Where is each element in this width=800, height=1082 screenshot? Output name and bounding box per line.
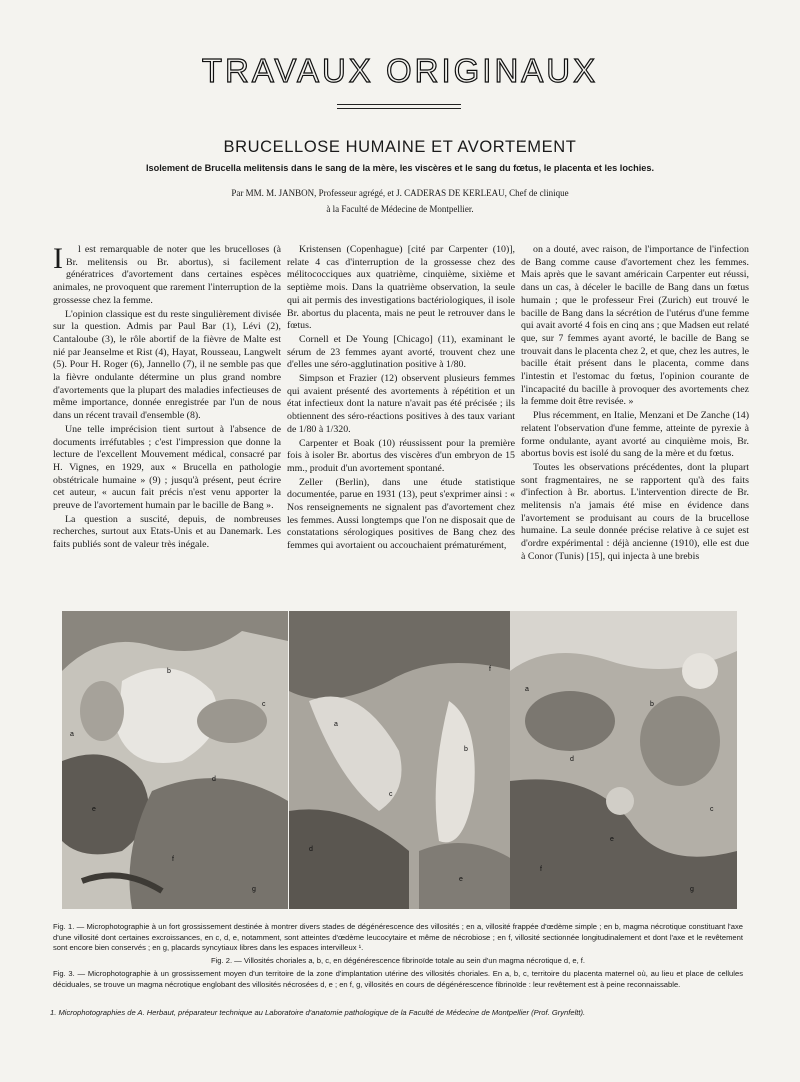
plabel: a [525,686,529,693]
paragraph: Plus récemment, en Italie, Menzani et De Zanche (14) relatent l'observation d'une femme, atteinte de pyrexie à forme ondulante, ayant avorté au cinquième mois, Br. abortus bovis est isolé du sang de la mère et du fœtus. [521,410,749,460]
paragraph: Carpenter et Boak (10) réussissent pour la première fois à isoler Br. abortus des viscères d'un embryon de 15 mm., produit d'un avortement spontané. [287,437,515,474]
micrograph-fig-1 [62,611,288,909]
plabel: c [389,791,393,798]
caption-fig-1: Fig. 1. — Microphotographie à un fort grossissement destinée à montrer divers stades de dégénérescence des villosités ; en a, villosité frappée d'œdème simple ; en b, magma nécrotique constituant l'axe d'une villosité dont certaines excroissances, en c, d, e, notamment, sont atteintes d'œdème leucocytaire et même de nécrobiose ; en f, villosité sectionnée longitudinalement et dont l'axe et le revêtement sont encore bien conservés ; en g, placards syncytiaux libres dans les espaces intervilleux ¹. [53,922,743,952]
plabel: f [489,666,491,673]
drop-cap: I [53,244,63,275]
text-column-1 [53,244,281,598]
paragraph: La question a suscité, depuis, de nombreuses recherches, surtout aux Etats-Unis et au Danemark. Les faits publiés sont de valeur très inégale. [53,513,281,551]
paragraph: Une telle imprécision tient surtout à l'absence de documents irréfutables ; c'est l'impression que donne la lecture de l'excellent Mouvement médical, consacré par H. Vignes, en 1929, aux « Brucella en pathologie obstétricale humaine » (9) ; jusqu'à présent, peut écrire cet auteur, « aucun fait précis n'est venu apporter la preuve de l'avortement humain par le bacille de Bang ». [53,423,281,512]
plabel: a [70,731,74,738]
plabel: b [464,746,468,753]
plabel: e [459,876,463,883]
micrograph-fig-2 [289,611,515,909]
micrograph-fig-3 [510,611,737,909]
plabel: b [167,668,171,675]
authors-line: Par MM. M. JANBON, Professeur agrégé, et J. CADERAS DE KERLEAU, Chef de clinique [231,188,569,198]
text-column-3 [521,244,749,598]
paragraph: Toutes les observations précédentes, dont la plupart sont fragmentaires, ne se rapportent qu'à des faits d'infection à Br. abortus. L'intervention directe de Br. melitensis n'a jamais été mise en évidence dans l'avortement se produisant au cours de la brucellose humaine. La seule donnée précise relative à ce sujet est d'ordre expérimental : déjà ancienne (1910), elle est due à Conor (Tunis) [15], qui injecta à une brebis [521,461,749,562]
affiliation-line: à la Faculté de Médecine de Montpellier. [326,204,474,214]
plabel: e [610,836,614,843]
plabel: g [252,886,256,893]
plabel: f [172,856,174,863]
plabel: d [309,846,313,853]
plabel: b [650,701,654,708]
section-title: TRAVAUX ORIGINAUX [201,52,599,89]
title-rule-top [337,104,461,105]
text-column-2 [287,244,515,598]
caption-fig-3: Fig. 3. — Microphotographie à un grossissement moyen d'un territoire de la zone d'implantation utérine des villosités choriales. En a, b, c, territoire du placenta maternel où, au lieu et place de cellules déciduales, se trouve un magma nécrotique englobant des villosités nécrosées d, e ; en f, g, villosités en cours de dégénérescence fibrinoïde : leur revêtement est à peine reconnaissable. [53,969,743,989]
caption-fig-2: Fig. 2. — Villosités choriales a, b, c, en dégénérescence fibrinoïde totale au sein d'un magma nécrotique d, e, f. [210,956,586,965]
plabel: a [334,721,338,728]
footnote: 1. Microphotographies de A. Herbaut, préparateur technique au Laboratoire d'anatomie pathologique de la Faculté de Médecine de Montpellier (Prof. Grynfeltt). [50,1008,586,1017]
title-rule-bottom [337,108,461,109]
plabel: d [212,776,216,783]
article-subtitle: Isolement de Brucella melitensis dans le sang de la mère, les viscères et le sang du fœtus, le placenta et les lochies. [145,163,655,173]
article-title: BRUCELLOSE HUMAINE ET AVORTEMENT [223,138,577,156]
paragraph: Kristensen (Copenhague) [cité par Carpenter (10)], relate 4 cas d'interruption de la grossesse chez des mélitococciques aux quatrième, cinquième, sixième et septième mois. Dans la quatrième observation, la seule qui ait permis des investigations bactériologiques, il isole Br. abortus du placenta, mais ne peut le retrouver dans le fœtus. [287,244,515,332]
plabel: d [570,756,574,763]
plabel: g [690,886,694,893]
plabel: c [262,701,266,708]
plabel: c [710,806,714,813]
paragraph: on a douté, avec raison, de l'importance de l'infection de Bang comme cause d'avortement chez les femmes. Mais après que le savant américain Carpenter eut réussi, dans un cas, à déceler le bacille de Bang dans un fœtus humain ; que le professeur Frei (Zurich) eut trouvé le bacille de Bang dans la sécrétion de l'utérus d'une femme qui avait avorté 4 fois en cinq ans ; que Madsen eut relaté que, sur 7 femmes ayant avorté, le bacille de Bang se trouvait dans le placenta chez 2, et que, chez les autres, le bacille était présent dans le placenta, comme dans l'intestin et l'estomac du fœtus, l'opinion courante de l'incapacité du bacille à provoquer des avortements chez la femme doit être revisée. » [521,244,749,408]
paragraph: Simpson et Frazier (12) observent plusieurs femmes qui avaient présenté des avortements à répétition et un état infectieux dont la nature n'avait pas été précisée ; ils obtiennent des séro-réactions positives à des taux variant de 1/80 à 1/320. [287,373,515,435]
plabel: f [540,866,542,873]
paragraph: L'opinion classique est du reste singulièrement divisée sur la question. Admis par Paul Bar (1), Lévi (2), Cantaloube (3), le rôle abortif de la fièvre de Malte est nié par Jeanselme et Rist (4), Hayat, Rousseau, Langwelt (5). Pour H. Roger (6), Jannello (7), il ne semble pas que la fièvre ondulante détermine un plus grand nombre d'avortements que la plupart des maladies infectieuses de même importance, donnée enregistrée par l'un de nous dans un récent travail d'ensemble (8). [53,308,281,422]
paragraph: Zeller (Berlin), dans une étude statistique documentée, parue en 1931 (13), peut s'exprimer ainsi : « Nos renseignements ne signalent pas d'avortement chez les femmes. Aussi longtemps que l'on ne disposait que de constatations sérologiques positives de Bang chez des femmes qui avortaient ou accouchaient prématurément, [287,476,515,552]
paragraph: l est remarquable de noter que les brucelloses (à Br. melitensis ou Br. abortus), si facilement génératrices d'avortement dans certaines espèces animales, ne provoquent que rarement l'interruption de la grossesse chez la femme. [53,244,281,306]
plabel: e [92,806,96,813]
paragraph: Cornell et De Young [Chicago] (11), examinant le sérum de 23 femmes ayant avorté, trouvent chez une d'elles une séro-agglutination positive à 1/80. [287,333,515,371]
